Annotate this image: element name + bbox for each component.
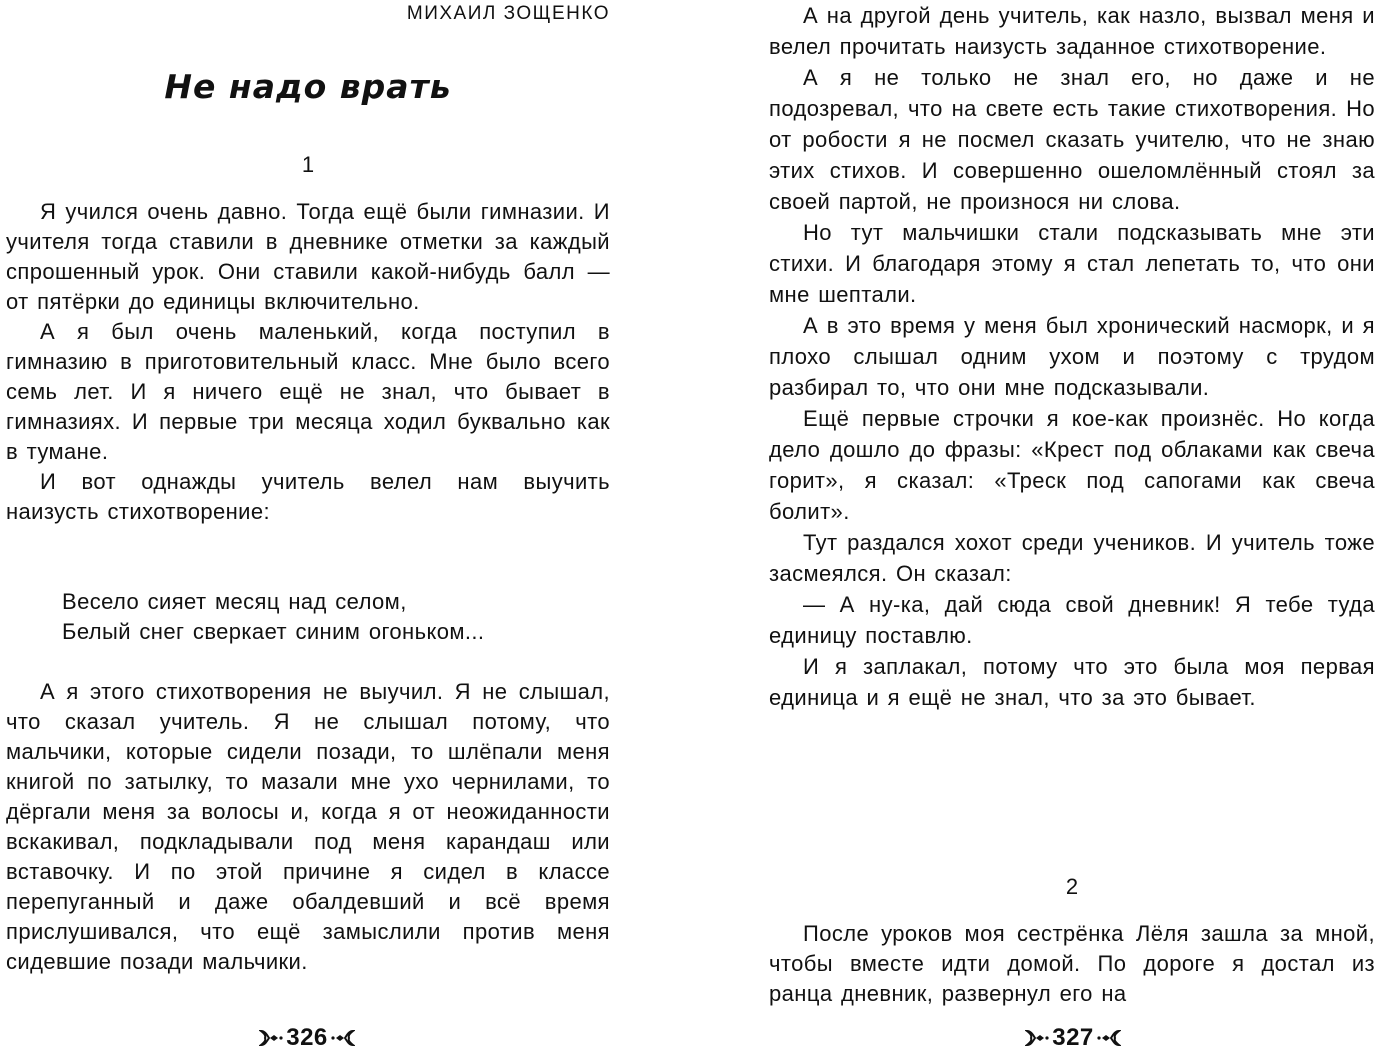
paragraph: А я этого стихотворения не выучил. Я не слышал, что сказал учитель. Я не слышал потому, что мальчики, которые сидели позади, то шлёпали меня книгой по затылку, то мазали мне ухо чернилами, то дёргали меня за волосы и, когда я от неожиданности вскакивал, подкладывали под меня карандаш или вставочку. И по этой причине я сидел в классе перепуганный и даже обалдевший и всё время прислушивался, что ещё замыслили против меня сидевшие позади мальчики. — [6, 679, 610, 974]
poem-line: Весело сияет месяц над селом, — [62, 589, 407, 614]
paragraph: Тут раздался хохот среди учеников. И учитель тоже засмеялся. Он сказал: — [769, 530, 1375, 586]
paragraph: А в это время у меня был хронический насморк, и я плохо слышал одним ухом и поэтому с трудом разбирал то, что они мне подсказывали. — [769, 313, 1375, 400]
heart-flourish-icon — [259, 1027, 283, 1049]
paragraph: — А ну-ка, дай сюда свой дневник! Я тебе туда единицу поставлю. — [769, 592, 1375, 648]
page-number: 327 — [1052, 1024, 1094, 1051]
paragraph: И вот однажды учитель велел нам выучить наизусть стихотворение: — [6, 469, 610, 524]
left-text-block-2 — [6, 677, 610, 977]
page-number-left — [252, 1022, 362, 1054]
section-number-1: 1 — [301, 152, 315, 177]
section-number-2: 2 — [1065, 874, 1079, 899]
right-text-block-1 — [769, 0, 1375, 713]
page-number-right — [1018, 1022, 1128, 1054]
paragraph: И я заплакал, потому что это была моя первая единица и я ещё не знал, что за это бывает. — [769, 654, 1375, 710]
paragraph: Но тут мальчишки стали подсказывать мне эти стихи. И благодаря этому я стал лепетать то, что они мне шептали. — [769, 220, 1375, 307]
paragraph: А я был очень маленький, когда поступил в гимназию в приготовительный класс. Мне было всего семь лет. И я ничего ещё не знал, что бывает в гимназиях. И первые три месяца ходил буквально как в тумане. — [6, 319, 610, 464]
running-head: МИХАИЛ ЗОЩЕНКО — [406, 3, 610, 24]
heart-flourish-icon — [331, 1027, 355, 1049]
poem-quote — [62, 587, 484, 647]
heart-flourish-icon — [1097, 1027, 1121, 1049]
paragraph: После уроков моя сестрёнка Лёля зашла за мной, чтобы вместе идти домой. По дороге я достал из ранца дневник, развернул его на — [769, 921, 1375, 1006]
paragraph: Ещё первые строчки я кое-как произнёс. Но когда дело дошло до фразы: «Крест под облаками как свеча горит», я сказал: «Треск под сапогами как свеча болит». — [769, 406, 1375, 524]
paragraph: Я учился очень давно. Тогда ещё были гимназии. И учителя тогда ставили в дневнике отметки за каждый спрошенный урок. Они ставили какой-нибудь балл — от пятёрки до единицы включительно. — [6, 199, 610, 314]
page-number: 326 — [286, 1024, 328, 1051]
paragraph: А на другой день учитель, как назло, вызвал меня и велел прочитать наизусть заданное стихотворение. — [769, 3, 1375, 59]
story-title: Не надо врать — [164, 67, 452, 106]
left-text-block-1 — [6, 197, 610, 527]
paragraph: А я не только не знал его, но даже и не подозревал, что на свете есть такие стихотворения. Но от робости я не посмел сказать учителю, что не знаю этих стихов. И совершенно ошеломлённый стоял за своей партой, не произнося ни слова. — [769, 65, 1375, 214]
right-text-block-2 — [769, 919, 1375, 1009]
heart-flourish-icon — [1025, 1027, 1049, 1049]
poem-line: Белый снег сверкает синим огоньком... — [62, 619, 485, 644]
